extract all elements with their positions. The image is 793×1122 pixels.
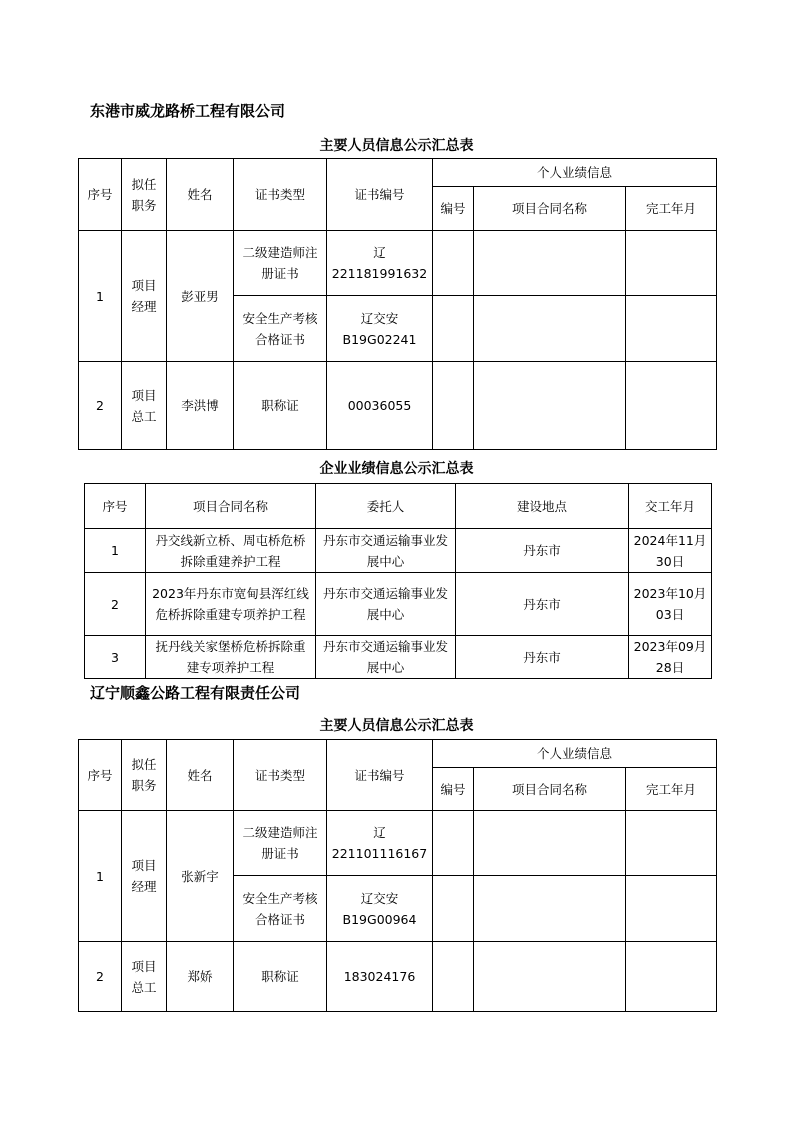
cell-empty <box>626 811 717 876</box>
cell-cert-no: 辽221181991632 <box>327 231 433 296</box>
cell-empty <box>626 296 717 362</box>
cell-cert-type: 二级建造师注册证书 <box>234 811 327 876</box>
header-perf-no: 编号 <box>433 187 474 231</box>
header-cert-no: 证书编号 <box>327 159 433 231</box>
cell-cert-no: 辽交安B19G00964 <box>327 876 433 942</box>
table-row <box>79 811 717 876</box>
table-row <box>79 231 717 296</box>
cell-seq: 2 <box>79 362 122 450</box>
cell-empty <box>433 811 474 876</box>
table-row <box>79 942 717 1012</box>
cell-cert-type: 安全生产考核合格证书 <box>234 876 327 942</box>
cell-empty <box>474 231 626 296</box>
header-cert-type: 证书类型 <box>234 740 327 811</box>
header-cert-type: 证书类型 <box>234 159 327 231</box>
cell-name: 彭亚男 <box>167 231 234 362</box>
header-complete: 完工年月 <box>626 187 717 231</box>
cell-empty <box>474 296 626 362</box>
cell-seq: 3 <box>85 636 146 679</box>
company-name-2: 辽宁顺鑫公路工程有限责任公司 <box>90 684 301 702</box>
cell-empty <box>474 876 626 942</box>
cell-name: 李洪博 <box>167 362 234 450</box>
header-seq: 序号 <box>79 159 122 231</box>
cell-role: 项目经理 <box>122 811 167 942</box>
cell-cert-type: 职称证 <box>234 362 327 450</box>
cell-cert-type: 二级建造师注册证书 <box>234 231 327 296</box>
cell-project: 抚丹线关家堡桥危桥拆除重建专项养护工程 <box>146 636 316 679</box>
cell-name: 张新宇 <box>167 811 234 942</box>
header-name: 姓名 <box>167 159 234 231</box>
cell-name: 郑娇 <box>167 942 234 1012</box>
cell-empty <box>433 296 474 362</box>
table-row <box>85 573 712 636</box>
cell-project: 丹交线新立桥、周屯桥危桥拆除重建养护工程 <box>146 529 316 573</box>
cell-empty <box>626 362 717 450</box>
cell-role: 项目总工 <box>122 942 167 1012</box>
enterprise-table <box>84 483 712 679</box>
cell-date: 2024年11月30日 <box>629 529 712 573</box>
header-seq: 序号 <box>79 740 122 811</box>
cell-client: 丹东市交通运输事业发展中心 <box>316 573 456 636</box>
header-location: 建设地点 <box>456 484 629 529</box>
cell-date: 2023年09月28日 <box>629 636 712 679</box>
personnel-table-1 <box>78 158 717 450</box>
cell-cert-no: 辽221101116167 <box>327 811 433 876</box>
header-project: 项目合同名称 <box>474 187 626 231</box>
table-row <box>79 362 717 450</box>
cell-seq: 2 <box>85 573 146 636</box>
cell-empty <box>474 811 626 876</box>
personnel-table-2 <box>78 739 717 1012</box>
cell-cert-no: 辽交安B19G02241 <box>327 296 433 362</box>
cell-cert-no: 183024176 <box>327 942 433 1012</box>
header-perf-no: 编号 <box>433 768 474 811</box>
cell-seq: 1 <box>85 529 146 573</box>
cell-client: 丹东市交通运输事业发展中心 <box>316 529 456 573</box>
cell-empty <box>626 231 717 296</box>
header-role: 拟任职务 <box>122 159 167 231</box>
header-project: 项目合同名称 <box>146 484 316 529</box>
cell-empty <box>433 876 474 942</box>
cell-client: 丹东市交通运输事业发展中心 <box>316 636 456 679</box>
cell-cert-type: 安全生产考核合格证书 <box>234 296 327 362</box>
personnel-table-title-1: 主要人员信息公示汇总表 <box>319 138 474 154</box>
enterprise-table-title: 企业业绩信息公示汇总表 <box>319 461 474 477</box>
cell-seq: 2 <box>79 942 122 1012</box>
cell-role: 项目总工 <box>122 362 167 450</box>
header-performance: 个人业绩信息 <box>433 740 717 768</box>
cell-project: 2023年丹东市宽甸县浑红线危桥拆除重建专项养护工程 <box>146 573 316 636</box>
cell-empty <box>474 362 626 450</box>
cell-empty <box>433 942 474 1012</box>
header-performance: 个人业绩信息 <box>433 159 717 187</box>
cell-empty <box>626 942 717 1012</box>
header-date: 交工年月 <box>629 484 712 529</box>
cell-location: 丹东市 <box>456 573 629 636</box>
cell-cert-type: 职称证 <box>234 942 327 1012</box>
personnel-table-title-2: 主要人员信息公示汇总表 <box>319 718 474 734</box>
header-seq: 序号 <box>85 484 146 529</box>
cell-location: 丹东市 <box>456 636 629 679</box>
cell-empty <box>474 942 626 1012</box>
cell-cert-no: 00036055 <box>327 362 433 450</box>
cell-location: 丹东市 <box>456 529 629 573</box>
header-cert-no: 证书编号 <box>327 740 433 811</box>
cell-seq: 1 <box>79 811 122 942</box>
company-name-1: 东港市威龙路桥工程有限公司 <box>90 102 286 120</box>
cell-empty <box>626 876 717 942</box>
cell-empty <box>433 362 474 450</box>
header-role: 拟任职务 <box>122 740 167 811</box>
header-client: 委托人 <box>316 484 456 529</box>
cell-date: 2023年10月03日 <box>629 573 712 636</box>
header-name: 姓名 <box>167 740 234 811</box>
header-complete: 完工年月 <box>626 768 717 811</box>
cell-empty <box>433 231 474 296</box>
table-row <box>85 529 712 573</box>
table-row <box>85 636 712 679</box>
cell-role: 项目经理 <box>122 231 167 362</box>
header-project: 项目合同名称 <box>474 768 626 811</box>
cell-seq: 1 <box>79 231 122 362</box>
